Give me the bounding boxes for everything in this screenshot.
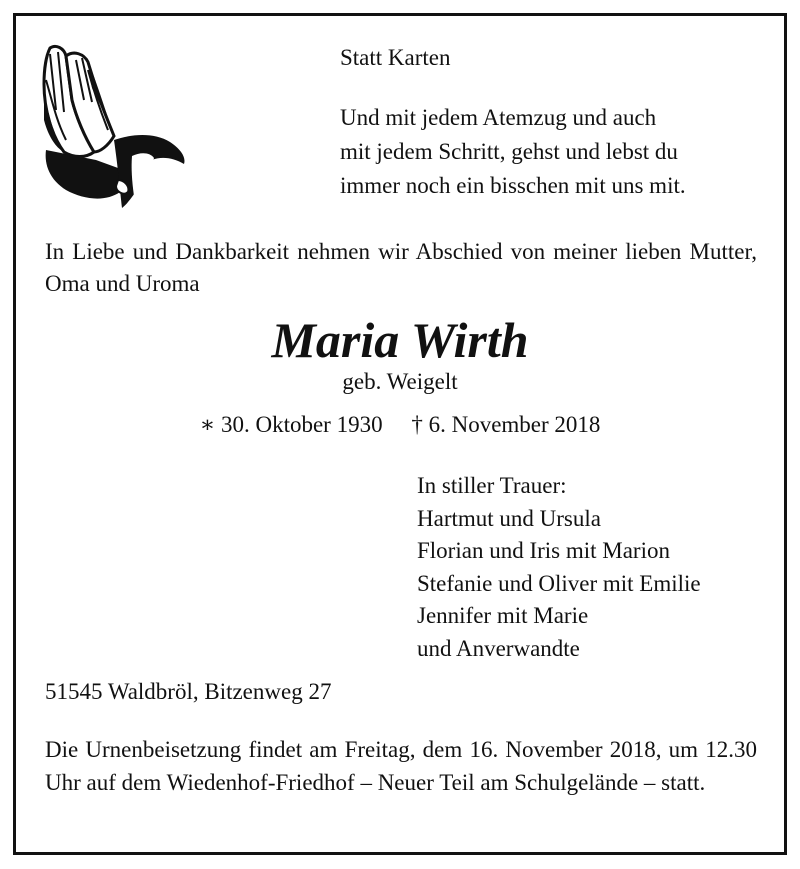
mourners-block xyxy=(417,470,701,665)
mourner-name: Jennifer mit Marie xyxy=(417,603,589,628)
quote-line: mit jedem Schritt, gehst und lebst du xyxy=(340,139,678,164)
mourner-name: Stefanie und Oliver mit Emilie xyxy=(417,570,701,596)
address: 51545 Waldbröl, Bitzenweg 27 xyxy=(45,679,332,704)
birth-symbol: ∗ xyxy=(199,412,216,437)
mourner-name: Hartmut und Ursula xyxy=(417,505,601,531)
deceased-name: Maria Wirth xyxy=(271,312,529,368)
funeral-notice: Die Urnenbeisetzung findet am Freitag, dem 16. November 2018, um 12.30 Uhr auf dem Wiedenhof-Friedhof – Neuer Teil am Schulgelände – statt. xyxy=(45,737,757,795)
header-label: Statt Karten xyxy=(340,45,451,70)
mourner-name: und Anverwandte xyxy=(417,635,580,661)
quote-line: immer noch ein bisschen mit uns mit. xyxy=(340,173,686,198)
quote-line: Und mit jedem Atemzug und auch xyxy=(340,105,657,130)
mourner-name: Florian und Iris mit Marion xyxy=(417,538,670,563)
praying-hands-icon xyxy=(36,40,186,215)
mourners-heading: In stiller Trauer: xyxy=(417,473,567,498)
life-dates xyxy=(0,409,800,441)
intro-text: In Liebe und Dankbarkeit nehmen wir Abschied von meiner lieben Mutter, Oma und Uroma xyxy=(45,239,757,296)
maiden-name: geb. Weigelt xyxy=(342,369,458,394)
death-symbol: † xyxy=(411,412,423,437)
birth-date: 30. Oktober 1930 xyxy=(220,412,383,437)
quote-block xyxy=(340,101,686,203)
death-date: 6. November 2018 xyxy=(428,412,601,437)
